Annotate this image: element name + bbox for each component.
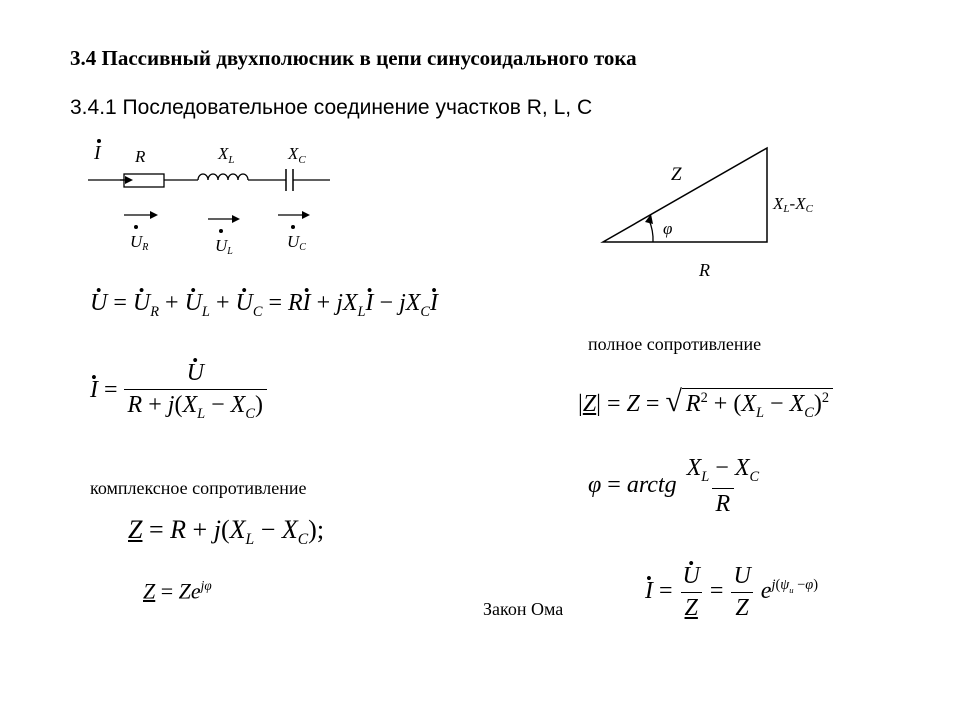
- base-label: R: [699, 260, 710, 280]
- impedance-triangle: [595, 140, 845, 285]
- side-label: XL-XC: [773, 194, 813, 215]
- current-equation: • I = • $\frac{U}{R + j(X_L - X_C)}$: [90, 360, 267, 423]
- ul-label: UL: [215, 236, 233, 257]
- section-subtitle: 3.4.1 Последовательное соединение участков R, L, C: [70, 96, 593, 119]
- voltage-equation: • U = • $U_R$ + • $U_L$ + • $U_C$ = R• $I + jX_L•$ $I - jX_C•$ I: [90, 290, 438, 321]
- inductor: [198, 174, 248, 180]
- current-label: I: [94, 142, 101, 164]
- inductor-label: $X_L$: [218, 144, 235, 166]
- ur-arrow: [124, 211, 158, 219]
- modulus-equation: |Z| = Z = √ $R^2 + (X_L - X_C)^2$: [578, 385, 833, 422]
- angle-label: φ: [663, 219, 673, 238]
- uc-arrow: [278, 211, 310, 219]
- ohm-law-label: Закон Ома: [483, 599, 564, 619]
- phase-equation: φ = arctg $\frac{X_L - X_C}{R}$: [588, 455, 760, 517]
- full-impedance-label: полное сопротивление: [588, 334, 762, 354]
- uc-label: UC: [287, 232, 306, 253]
- page-title: 3.4 Пассивный двухполюсник в цепи синусоидального тока: [70, 46, 637, 70]
- capacitor: [286, 169, 293, 191]
- ohm-law-equation: • I = • $\frac{U}{Z}$ = $\frac{U}{Z}$ $e^{j(\psi_u -\varphi)}$: [645, 563, 818, 622]
- exponential-equation: $Z = Ze^{j\varphi}$: [143, 578, 212, 604]
- circuit-diagram: [80, 135, 350, 265]
- ur-label: UR: [130, 232, 149, 253]
- capacitor-label: $X_C$: [288, 144, 306, 166]
- complex-impedance-label: комплексное сопротивление: [90, 478, 307, 498]
- hypotenuse-label: Z: [671, 164, 682, 185]
- complex-impedance-equation: $Z = R + j(X_L - X_C)$;: [128, 515, 325, 549]
- ul-arrow: [208, 215, 240, 223]
- current-arrow: [88, 176, 133, 184]
- resistor-label: R: [135, 147, 146, 166]
